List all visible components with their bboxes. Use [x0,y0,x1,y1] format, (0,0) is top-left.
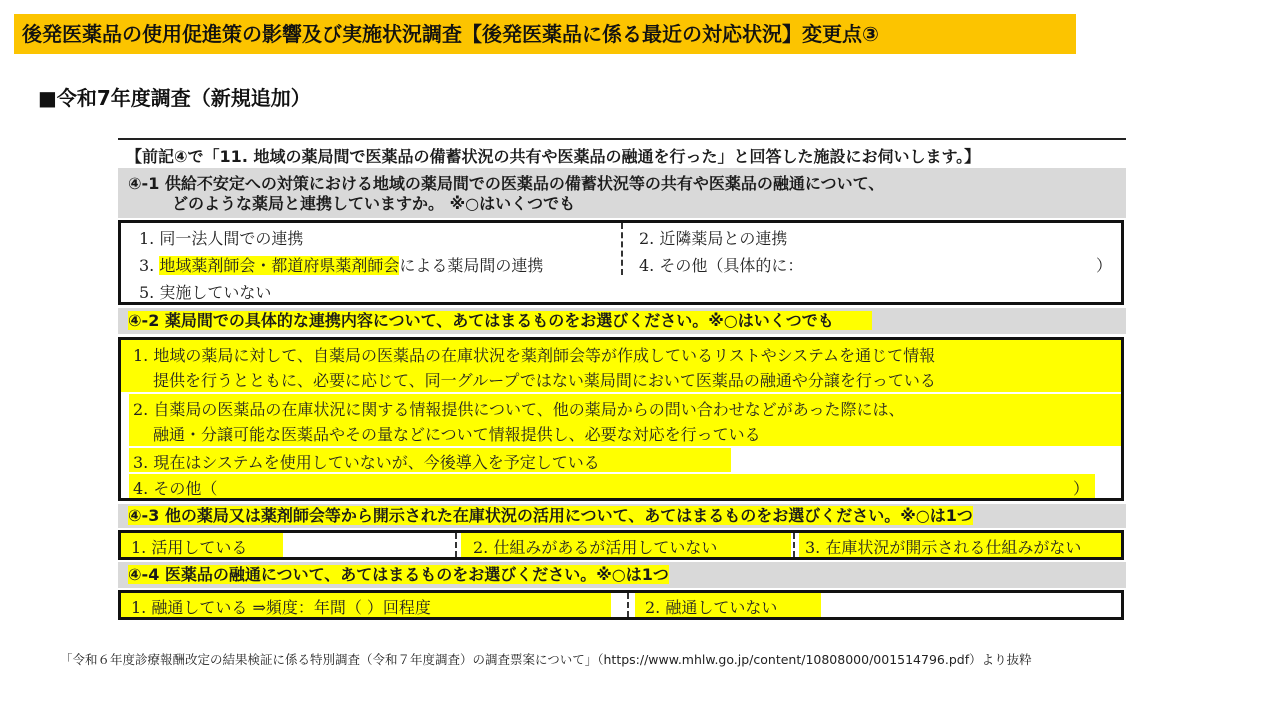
q3-divider-2 [793,533,795,557]
q1-option-3 [139,253,543,276]
q1-option-3-highlight: 地域薬剤師会・都道府県薬剤師会 [159,256,400,275]
survey-intro: 【前記④で「11. 地域の薬局間で医薬品の備蓄状況の共有や医薬品の融通を行った」と回答した施設にお伺いします。】 [126,147,981,166]
question-4-1-options [118,220,1124,305]
q4-divider [627,593,629,617]
q4-option-1: 1. 融通している ⇒頻度：年間（ ）回程度 [131,598,431,617]
question-4-3-options [118,530,1124,560]
q1-option-3-rest: による薬局間の連携 [399,256,544,275]
q2-option-4: 4. その他（ [133,479,218,498]
q2-option-1-line1: 1. 地域の薬局に対して、自薬局の医薬品の在庫状況を薬剤師会等が作成しているリストやシステムを通じて情報 [133,346,936,365]
q4-option-2: 2. 融通していない [645,598,778,617]
page-title-banner [14,14,1076,54]
question-4-2-options [118,337,1124,501]
q1-option-5: 5. 実施していない [139,283,272,302]
question-4-4 [118,562,1126,588]
q1-option-4: 4. その他（具体的に： [639,256,804,275]
q1-option-3-num: 3. [139,256,160,275]
question-4-1 [118,168,1126,218]
source-citation: 「令和６年度診療報酬改定の結果検証に係る特別調査（令和７年度調査）の調査票案について」（https://www.mhlw.go.jp/content/10808000/001514796.pdf）より抜粋 [60,652,1032,667]
q1-option-1: 1. 同一法人間での連携 [139,229,304,248]
q2-option-3: 3. 現在はシステムを使用していないが、今後導入を予定している [133,453,600,472]
q2-option-2-line1: 2. 自薬局の医薬品の在庫状況に関する情報提供について、他の薬局からの問い合わせなどがあった際には、 [133,400,905,419]
top-rule [118,138,1126,140]
question-4-1-line1: ④-1 供給不安定への対策における地域の薬局間での医薬品の備蓄状況等の共有や医薬品の融通について、 [128,174,885,193]
q2-option-2-line2: 融通・分譲可能な医薬品やその量などについて情報提供し、必要な対応を行っている [153,425,761,444]
question-4-3 [118,504,1126,528]
q3-option-2: 2. 仕組みがあるが活用していない [473,538,718,557]
q2-option-4-fill [129,474,1095,498]
question-4-1-line2: どのような薬局と連携していますか。 ※○はいくつでも [172,194,576,213]
page-title: 後発医薬品の使用促進策の影響及び実施状況調査【後発医薬品に係る最近の対応状況】変更点③ [22,22,879,46]
question-4-2-title: ④-2 薬局間での具体的な連携内容について、あてはまるものをお選びください。※○はいくつでも [128,311,872,330]
survey-excerpt [118,138,1126,622]
q3-divider-1 [455,533,457,557]
question-4-2 [118,308,1126,334]
question-4-4-options [118,590,1124,620]
q3-option-3: 3. 在庫状況が開示される仕組みがない [805,538,1082,557]
q2-option-1-line2: 提供を行うとともに、必要に応じて、同一グループではない薬局間において医薬品の融通や分譲を行っている [153,371,936,390]
question-4-3-title: ④-3 他の薬局又は薬剤師会等から開示された在庫状況の活用について、あてはまるものをお選びください。※○は1つ [128,506,973,525]
q1-option-2: 2. 近隣薬局との連携 [639,229,788,248]
q2-option-4-close: ） [1073,479,1090,498]
column-divider [621,223,623,275]
question-4-4-title: ④-4 医薬品の融通について、あてはまるものをお選びください。※○は1つ [128,565,669,584]
section-subtitle: ■令和7年度調査（新規追加） [38,86,311,110]
q1-option-4-close: ） [1096,256,1113,275]
q3-option-1: 1. 活用している [131,538,248,557]
